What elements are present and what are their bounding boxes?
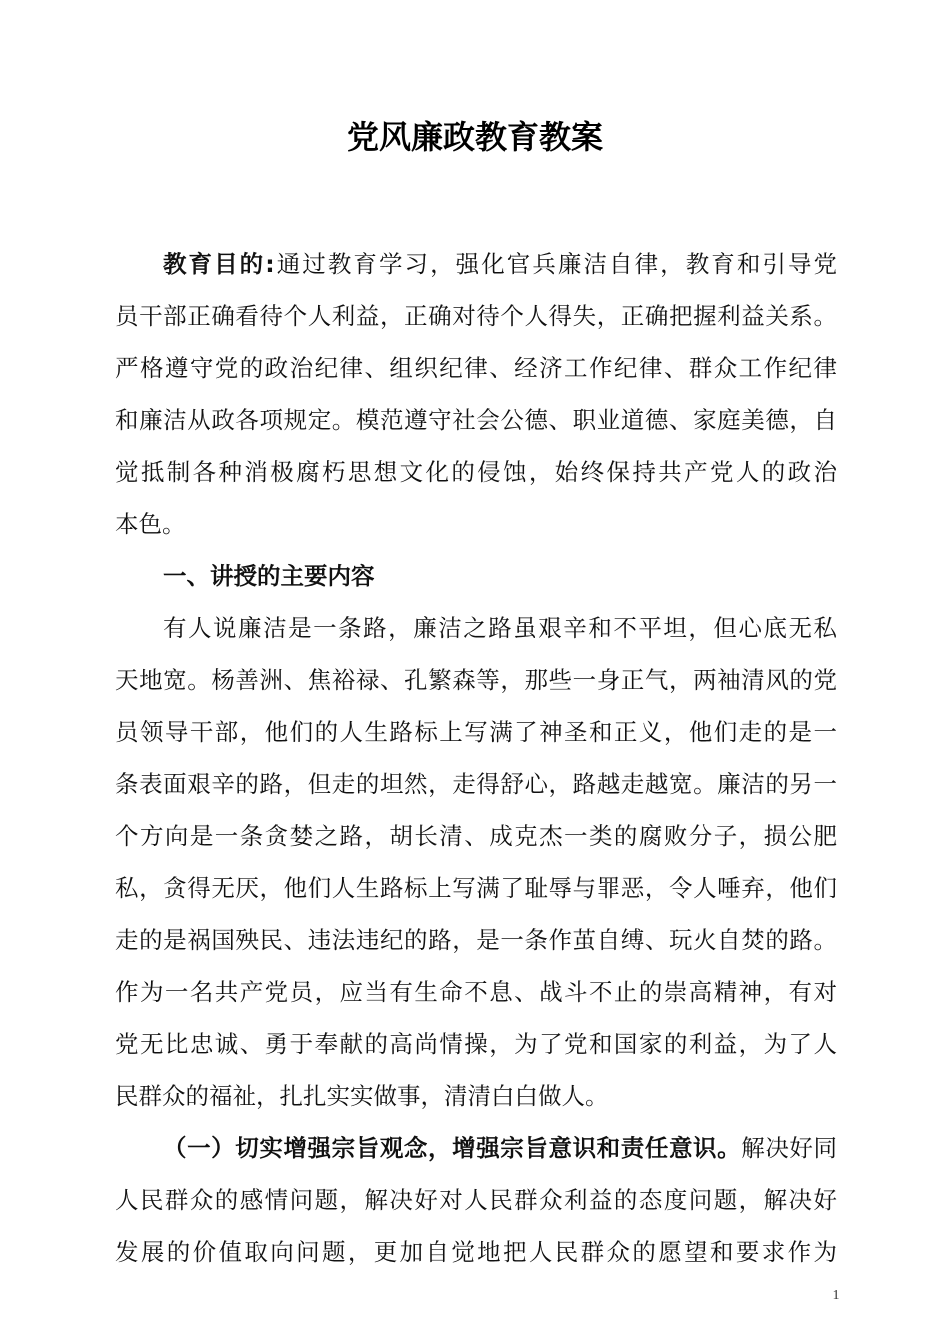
text-line: 作为一名共产党员，应当有生命不息、战斗不止的崇高精神，有对 (115, 978, 837, 1006)
text-line: 条表面艰辛的路，但走的坦然，走得舒心，路越走越宽。廉洁的另一 (115, 770, 837, 798)
text-line: 有人说廉洁是一条路，廉洁之路虽艰辛和不平坦，但心底无私 (163, 614, 837, 642)
purpose-text: 通过教育学习，强化官兵廉洁自律，教育和引导党 (274, 250, 838, 278)
text-line: 个方向是一条贪婪之路，胡长清、成克杰一类的腐败分子，损公肥 (115, 822, 837, 850)
text-line: 私，贪得无厌，他们人生路标上写满了耻辱与罪恶，令人唾弃，他们 (115, 874, 837, 902)
text-line: 人民群众的感情问题，解决好对人民群众利益的态度问题，解决好 (115, 1186, 837, 1214)
text-line: 民群众的福祉，扎扎实实做事，清清白白做人。 (115, 1082, 609, 1110)
text-line: 和廉洁从政各项规定。模范遵守社会公德、职业道德、家庭美德，自 (115, 406, 837, 434)
text-line: 员领导干部，他们的人生路标上写满了神圣和正义，他们走的是一 (115, 718, 837, 746)
subsection-line-1 (163, 1128, 837, 1168)
text-line: 天地宽。杨善洲、焦裕禄、孔繁森等，那些一身正气，两袖清风的党 (115, 666, 837, 694)
purpose-line-1 (163, 244, 837, 284)
page-number: 1 (832, 1288, 840, 1303)
text-line: 严格遵守党的政治纪律、组织纪律、经济工作纪律、群众工作纪律 (115, 354, 837, 382)
text-line: 员干部正确看待个人利益，正确对待个人得失，正确把握利益关系。 (115, 302, 837, 330)
text-line: 党无比忠诚、勇于奉献的高尚情操，为了党和国家的利益，为了人 (115, 1030, 837, 1058)
section-heading: 一、讲授的主要内容 (163, 562, 375, 590)
page-title: 党风廉政教育教案 (346, 118, 603, 156)
subsection-heading: （一）切实增强宗旨观念，增强宗旨意识和责任意识。 (163, 1134, 742, 1162)
subsection-text: 解决好同 (741, 1134, 838, 1162)
text-line: 觉抵制各种消极腐朽思想文化的侵蚀，始终保持共产党人的政治 (115, 458, 837, 486)
text-line: 走的是祸国殃民、违法违纪的路，是一条作茧自缚、玩火自焚的路。 (115, 926, 837, 954)
purpose-label: 教育目的: (163, 250, 275, 278)
text-line: 发展的价值取向问题，更加自觉地把人民群众的愿望和要求作为 (115, 1238, 837, 1266)
text-line: 本色。 (115, 510, 186, 538)
